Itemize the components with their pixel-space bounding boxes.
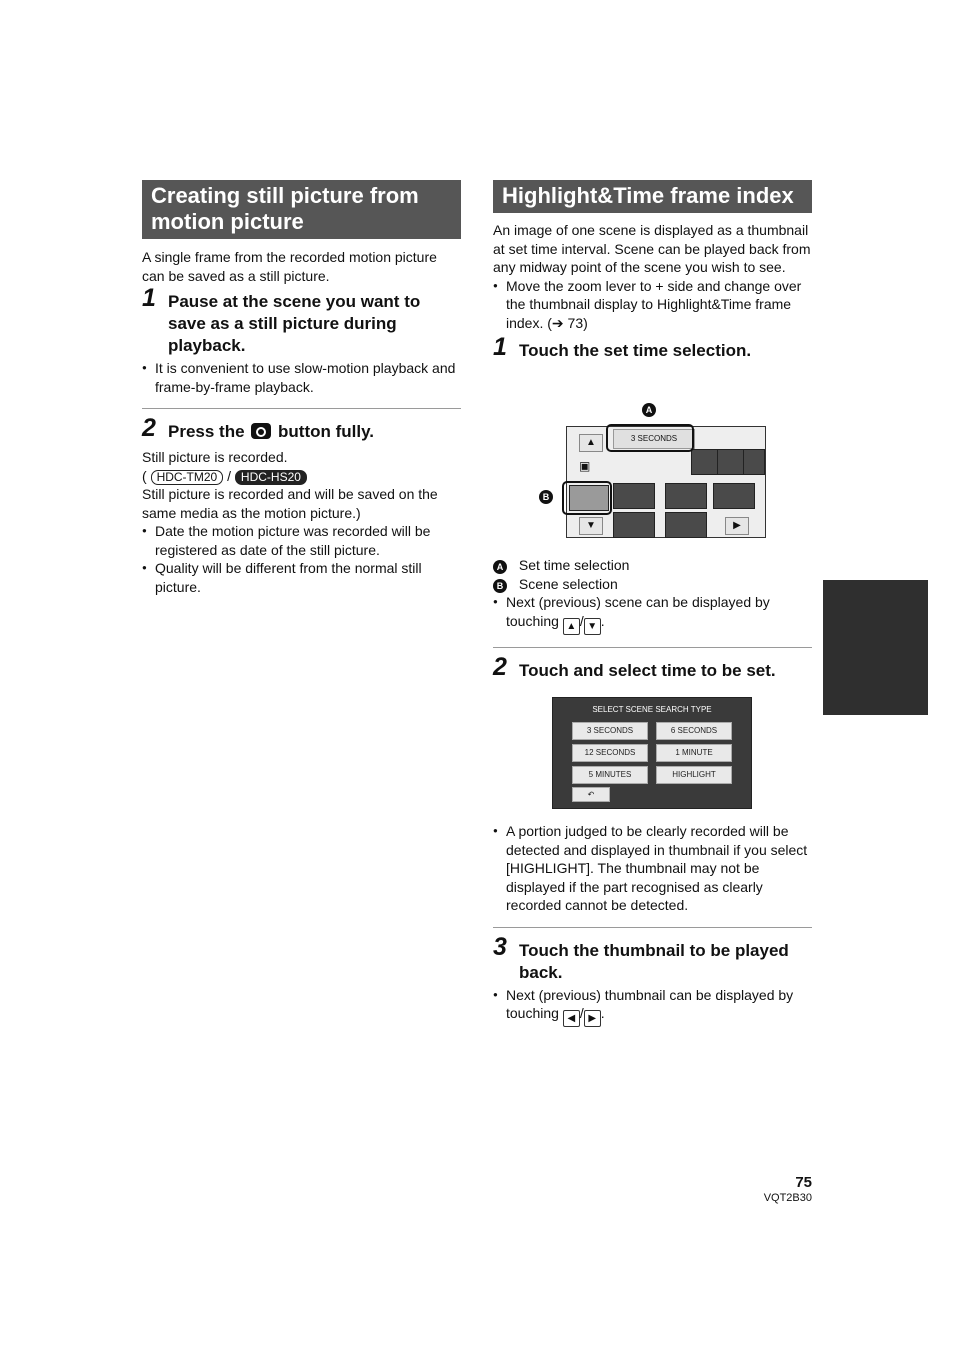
- left-bullet-date: [142, 522, 461, 559]
- bullet-icon: ●: [493, 280, 498, 290]
- step-number: 2: [493, 652, 507, 681]
- legend-marker-b: B: [493, 579, 507, 593]
- right-intro: An image of one scene is displayed as a thumbnail at set time interval. Scene can be played back from any midway point of the scene you wish to see.: [493, 222, 811, 275]
- option-1-minute[interactable]: 1 MINUTE: [656, 744, 732, 762]
- scene-thumbnail[interactable]: [613, 483, 655, 509]
- divider: [493, 647, 812, 648]
- down-arrow-icon: ▼: [584, 618, 601, 635]
- legend-a: [493, 556, 812, 575]
- left-step-2: [142, 414, 461, 446]
- step-number: 3: [493, 932, 507, 961]
- slash: /: [227, 467, 232, 484]
- option-highlight[interactable]: HIGHLIGHT: [656, 766, 732, 784]
- camera-icon: [249, 422, 273, 446]
- bullet-text: Move the zoom lever to + side and change over the thumbnail display to Highlight&Time frame index. (➔ 73): [506, 277, 802, 331]
- side-chapter-tab: [823, 580, 928, 715]
- bullet-text: Next (previous) scene can be displayed by touching: [506, 594, 770, 629]
- bullet-text: Quality will be different from the normal still picture.: [155, 560, 422, 595]
- left-step2-line2: Still picture is recorded and will be saved on the same media as the motion picture.): [142, 486, 438, 521]
- bullet-icon: ●: [142, 363, 147, 372]
- step-text: Touch the thumbnail to be played back.: [519, 940, 789, 982]
- right-column: [493, 180, 812, 362]
- step-text: Touch the set time selection.: [519, 341, 752, 360]
- option-5-minutes[interactable]: 5 MINUTES: [572, 766, 648, 784]
- bullet-text: A portion judged to be clearly recorded will be detected and displayed in thumbnail if you select [HIGHLIGHT]. The thumbnail may not be displayed if the part recognised as clearly recorded cannot be detected.: [506, 823, 808, 913]
- left-column: [142, 180, 461, 596]
- bullet-text: Next (previous) thumbnail can be displayed by touching: [506, 986, 794, 1021]
- bullet-icon: ●: [493, 597, 498, 606]
- scene-thumbnail[interactable]: [743, 449, 765, 475]
- right-step-3: [493, 932, 812, 984]
- step-text-pre: Press the: [168, 422, 245, 441]
- right-step-1: [493, 333, 812, 362]
- bullet-text: It is convenient to use slow-motion playback and frame-by-frame playback.: [155, 360, 456, 395]
- left-bullet-quality: [142, 559, 461, 596]
- left-arrow-icon: ◀: [563, 1010, 580, 1027]
- right-legend: [493, 556, 812, 682]
- legend-b: [493, 575, 812, 594]
- step-number: 2: [142, 414, 156, 442]
- right-step-2: [493, 652, 812, 682]
- legend-text: Scene selection: [518, 575, 618, 592]
- set-time-selection-button[interactable]: 3 SECONDS: [613, 429, 695, 449]
- left-step1-bullet: [142, 359, 461, 396]
- scroll-down-button[interactable]: ▼: [579, 517, 603, 535]
- left-intro: A single frame from the recorded motion picture can be saved as a still picture.: [142, 249, 437, 284]
- right-intro-bullet: [493, 277, 812, 333]
- legend-text: Set time selection: [518, 557, 630, 573]
- step3-bullet: ● Next (previous) thumbnail can be displayed by touching ◀ / ▶ .: [493, 986, 812, 1028]
- section-header-highlight: Highlight&Time frame index: [493, 180, 812, 213]
- step-text: Pause at the scene you want to save as a still picture during playback.: [168, 292, 421, 355]
- option-12-seconds[interactable]: 12 SECONDS: [572, 744, 648, 762]
- return-button[interactable]: ↶: [572, 787, 610, 802]
- divider: [493, 927, 812, 928]
- bullet-icon: ●: [493, 826, 498, 835]
- model-tags: [142, 467, 461, 486]
- screen-scene-search-type: [552, 697, 752, 809]
- legend-marker-a: A: [493, 560, 507, 574]
- scene-thumbnail[interactable]: [665, 512, 707, 538]
- model-tag-hs20: HDC-HS20: [235, 470, 307, 485]
- bullet-icon: ●: [142, 526, 147, 535]
- bullet-icon: ●: [493, 989, 498, 999]
- up-arrow-icon: ▲: [563, 618, 580, 635]
- callout-marker-a: A: [642, 403, 656, 417]
- section-header-still-picture: Creating still picture from motion picture: [142, 180, 461, 239]
- scene-thumbnail[interactable]: [713, 483, 755, 509]
- option-6-seconds[interactable]: 6 SECONDS: [656, 722, 732, 740]
- scene-thumbnail[interactable]: [613, 512, 655, 538]
- option-3-seconds[interactable]: 3 SECONDS: [572, 722, 648, 740]
- legend-bullet: ● Next (previous) scene can be displayed by touching ▲ / ▼ .: [493, 593, 812, 635]
- step-number: 1: [493, 333, 507, 361]
- right-lower: [493, 822, 812, 1027]
- callout-marker-b: B: [539, 490, 553, 504]
- right-arrow-icon: ▶: [584, 1010, 601, 1027]
- left-step-1: [142, 284, 461, 357]
- step-number: 1: [142, 284, 156, 312]
- next-page-button[interactable]: ▶: [725, 517, 749, 535]
- left-step2-line1: Still picture is recorded.: [142, 449, 288, 465]
- video-icon: ▣: [579, 459, 591, 473]
- bullet-text: Date the motion picture was recorded will be registered as date of the still picture.: [155, 523, 431, 558]
- step2-bullet: [493, 822, 812, 915]
- step-text-post: button fully.: [278, 422, 375, 441]
- document-code: VQT2B30: [763, 1192, 812, 1204]
- model-tag-tm20: HDC-TM20: [151, 470, 224, 485]
- page-number: 75: [795, 1174, 812, 1191]
- divider: [142, 408, 461, 409]
- step-text: Touch and select time to be set.: [519, 660, 776, 680]
- callout-box-a: [606, 424, 694, 452]
- callout-box-b: [562, 481, 612, 515]
- screen-title: SELECT SCENE SEARCH TYPE: [592, 705, 712, 714]
- scroll-up-button[interactable]: ▲: [579, 434, 603, 452]
- bullet-icon: ●: [142, 563, 147, 572]
- scene-thumbnail[interactable]: [665, 483, 707, 509]
- paren: (: [142, 467, 147, 484]
